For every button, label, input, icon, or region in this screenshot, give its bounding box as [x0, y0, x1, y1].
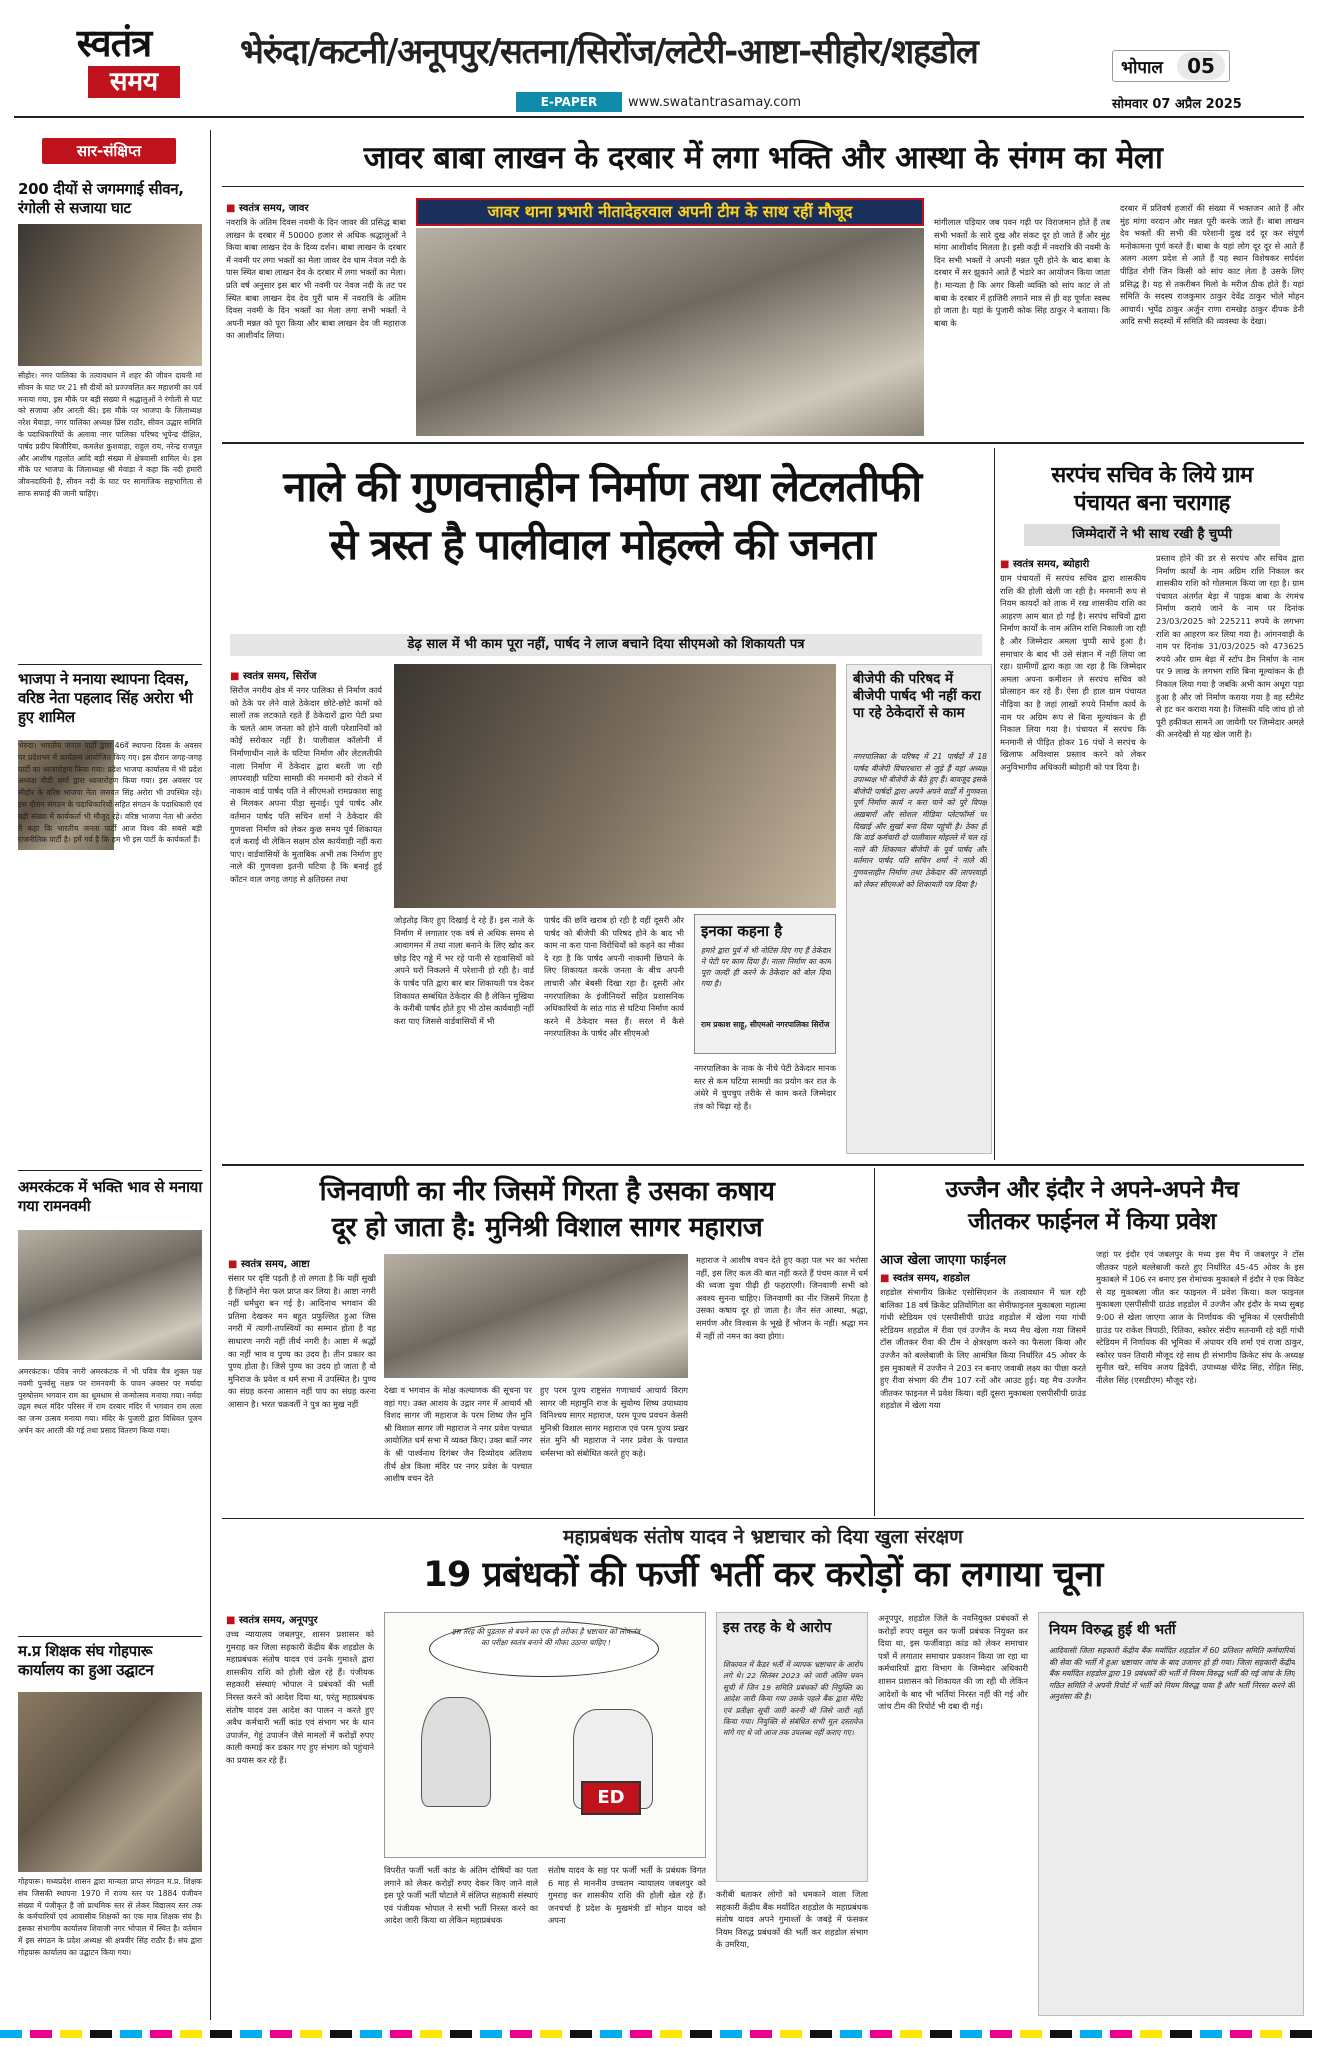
headline-line2: पंचायत बना चरागाह — [1074, 491, 1230, 516]
column-rule — [994, 448, 995, 1160]
cartoon-text: इस तरह की पुड़तारु से बचने का एक ही तरीका है भ्रष्टाचार को लोकतंत्र का परीक्षा स्वतंत्र बनाने की मौका उठाना चाहिए ! — [451, 1627, 641, 1647]
headline-line1: जिनवाणी का नीर जिसमें गिरता है उसका कषाय — [319, 1176, 775, 1207]
logo-line2: समय — [88, 66, 180, 98]
sidebar-story4-photo — [18, 1692, 202, 1872]
cartoon-ed-label: ED — [597, 1787, 625, 1808]
city-name: भोपाल — [1121, 58, 1163, 78]
story-jawar-fair — [222, 130, 1304, 438]
city-box — [1112, 50, 1230, 82]
story-column-4: करीबी बताकर लोगों को धमकाने वाला जिला सहकारी केंद्रीय बैंक मर्यादित शहडोल के महाप्रबंधक संतोष यादव अपने गुमाश्तों के जबड़े में फंसकर नियम विरुद्ध प्रबंधकों की भर्ती कर शहडोल संभाग के उमरिया, — [716, 1889, 868, 1950]
quote-box — [694, 914, 836, 1054]
quote-title: इनका कहना है — [701, 922, 783, 940]
section-rule — [222, 1164, 1304, 1166]
logo — [36, 22, 192, 102]
logo-line1: स्वतंत्र — [76, 20, 152, 65]
side-box-text: नगरपालिका के परिषद में 21 पार्षदों में 18 पार्षद बीजेपी विचारधारा से जुड़े हैं यहां अध्यक्ष उपाध्यक्ष भी बीजेपी के बैठे हुए हैं। बावजूद इसके बीजेपी पार्षदों द्वारा अपने अपने वार्डों में गुणवत्ता पूर्ण निर्माण कार्य न करा पाने को पूरे विपक्ष अख़बारों और सोशल मीडिया प्लेटफॉर्म्स पर दिखाई और सुर्खा बना दिया पहुंची है। ठेका ही कि वार्ड कर्मचारी दो पालीवाल मोहल्ले में चल रहे नाले की शिकायत बीजेपी के पूर्व पार्षद और वर्तमान पार्षद पति सचिन शर्मा ने नाले की गुणवत्ताहीन निर्माण तथा ठेकेदार की लापरवाही को लेकर सीएमओ को शिकायती पत्र दिया है। — [853, 752, 987, 889]
sidebar-story1-title: 200 दीयों से जगमगाई सीवन, रंगोली से सजाया घाट — [18, 180, 184, 217]
dateline: ■ स्वतंत्र समय, अनूपपुर — [226, 1612, 318, 1626]
dateline: ■ स्वतंत्र समय, शहडोल — [880, 1270, 970, 1284]
dateline: ■ स्वतंत्र समय, आष्टा — [228, 1256, 310, 1270]
story-column-2: जहां पर इंदौर एवं जबलपुर के मध्य इस मैच में जबलपुर ने टॉस जीतकर पहले बल्लेबाजी करते हुए निर्धारित 45-45 ओवर के इस मुकाबले में 106 रन बनाए इस रोमांचक मुकाबले में इंदौर ने एक विकेट से यह मुकाबला जीत कर फाइनल में प्रवेश किया। कल फाइनल मुकाबला एसपीसीपी ग्राउंड शहडोल में उज्जैन और इंदौर के मध्य सुबह 9:00 से खेला जाएगा आज के निर्णायक की भूमिका में एसपीसीपी ग्राउंड पर राकेश त्रिपाठी, रितिका, स्कोरर संदीप सतनामी रहे वहीं गांधी स्टेडियम में निर्णायक की भूमिका में अंपायर रवि शर्मा एवं राजा ठाकुर, स्कोरर पवन तिवारी मौजूद रहे साथ ही संभागीय क्रिकेट संघ के अध्यक्ष सुनील खरे, सचिव अजय द्विवेदी, उपाध्यक्ष धीरेंद्र सिंह, रोहित सिंह, नीलेश सिंह (एसडीएम) मौजूद रहे। — [1096, 1249, 1304, 1385]
story-panchayat — [1000, 448, 1304, 1160]
column-rule — [874, 1168, 875, 1516]
story-column-5: अनूपपुर, शहडोल जिले के नवनियुक्त प्रबंधकों से करोड़ों रुपए वसूल कर फर्जी प्रबंधक नियुक्त कर दिया था, इस फर्जीवाड़ा कांड को लेकर समाचार पत्रों में लगातार समाचार प्रकाशन किया जा रहा था कर्मचारियों द्वारा विभाग के जिम्मेदार अधिकारी शासन प्रशासन को शिकायत की जा रही थी लेकिन आदेशों के बाद भी भर्तियां निरस्त नहीं की गई और जांच टीम की रिपोर्ट भी दबा दी गई। — [878, 1613, 1028, 1712]
sidebar-divider — [18, 664, 202, 665]
side-box-2 — [1038, 1612, 1304, 2016]
sidebar-column-rule — [210, 130, 211, 2020]
sidebar-header: सार-संक्षिप्त — [42, 138, 176, 164]
story-column-3: पार्षद की छवि खराब हो रही है वहीं दूसरी और पार्षद को बीजेपी की परिषद होने के बाद भी काम ना करा पाना विरोधियों को कहने का मौका दे रहा है कि पार्षद अपनी नाकामी छिपाने के लिए शिकायत करके जनता के बीच अपनी लाचारी और बेबसी दिखा रहा है। दूसरी ओर नगरपालिका के इंजीनियरों सहित प्रशासनिक अधिकारियों के सांठ गांठ से घटिया निर्माण कार्य करने में ठेकेदार मस्त हैं। सरल में कैसे नगरपालिका के पार्षद और सीएमओ — [544, 915, 684, 1039]
side-box-2-title: नियम विरुद्ध हुई थी भर्ती — [1049, 1622, 1176, 1638]
story-paliwal-drain — [222, 448, 992, 1160]
photo-banner — [416, 198, 924, 226]
headline: जावर बाबा लाखन के दरबार में लगा भक्ति और आस्था के संगम का मेला — [363, 140, 1163, 176]
story-column-2: विपरीत फर्जी भर्ती कांड के अंतिम दोषियों का पता लगाने को लेकर करोड़ों रुपए देकर किए जाने वाले इस पूरे फर्जी भर्ती घोटाले में संलिप्त सहकारी संस्थाएं एवं पंजीयक भोपाल ने सभी भर्ती निरस्त करने का आदेश जारी किया था लेकिन महाप्रबंधक — [384, 1865, 538, 1926]
side-box — [716, 1612, 868, 1882]
section-rule — [222, 442, 1304, 444]
story-column-2: देखा व भगवान के मोक्ष कल्याणक की सूचना पर वहां गए। उक्त आशय के उद्गार नगर में आचार्य श्री विशद सागर जी महाराज के परम शिष्य जैन मुनि श्री विशाल सागर जी महाराज ने नगर प्रवेश पश्चात आयोजित धर्म सभा में व्यक्त किए। उक्त बातें नगर के श्री पार्श्वनाथ दिगंबर जैन दिव्योदय अतिशय तीर्थ क्षेत्र किला मंदिर पर नगर प्रवेश के पश्चात आशीष वचन देते — [384, 1385, 532, 1484]
story-column-4: नगरपालिका के नाक के नीचे पेटी ठेकेदार मानक स्तर से कम घटिया सामग्री का प्रयोग कर रात के अंधेरे में चुपचुप तरीके से काम करते जिम्मेदार तंत्र को चिढ़ा रहे हैं। — [694, 1063, 836, 1111]
side-box-text: शिकायत में कैडर भर्ती में व्यापक भ्रष्टाचार के आरोप लगे थे। 22 सितंबर 2023 को जारी अंतिम चयन सूची में जिन 19 समिति प्रबंधकों की नियुक्ति का आदेश जारी किया गया उसके पहले बैंक द्वारा मेरिट एवं प्रतीक्षा सूची जारी करनी थी जिसे जारी नहीं किया गया। नियुक्ति से संबंधित सभी मूल दस्तावेज मांगे गए थे जो आज तक उपलब्ध नहीं कराए गए। — [723, 1660, 863, 1738]
subhead: डेढ़ साल में भी काम पूरा नहीं, पार्षद ने लाज बचाने दिया सीएमओ को शिकायती पत्र — [407, 637, 805, 652]
story-cricket — [880, 1168, 1304, 1516]
story-column-3: दरबार में प्रतिवर्ष हजारों की संख्या में भक्तजन आते हैं और मुंह मांगा वरदान और मन्नत पूरी करके जाते हैं। बाबा लाखन देव भक्तों की सभी की परेशानी दुख दर्द दूर कर संपूर्ण मनोकामना पूर्ण करते हैं। बाबा के यहां लोग दूर दूर से आते हैं अलग अलग प्रदेश से आते हैं यह स्थान विशेषकर सर्पदंश पीड़ित रोगी जिन किसी को सांप काट लेता है उसके लिए प्रसिद्ध है। यह से तकरीबन मिलो के मरीज ठीक होते हैं। यहां समिति के सदस्य राजकुमार ठाकुर देवेंद्र ठाकुर भोले मोहन आचार्य। भूपेंद्र ठाकुर अर्जुन राणा रामखेड़ ठाकुर दीपक डेनी आदि सभी सदस्यों में समिति की व्यवस्था के देखा। — [1120, 203, 1304, 327]
story-column-1: शहडोल संभागीय क्रिकेट एसोसिएशन के तत्वावधान में चल रही बालिका 18 वर्ष क्रिकेट प्रतियोगिता का सेमीफाइनल मुकाबला महात्मा गांधी स्टेडियम एवं एसपीसीपी ग्राउंड शहडोल में खेला गया गांधी स्टेडियम शहडोल में रीवा एवं उज्जैन के मध्य मैच खेला गया जिसमें टॉस जीतकर रीवा की टीम ने क्षेत्ररक्षण करने का फैसला किया और उज्जैन को बल्लेबाजी के लिए आमंत्रित किया निर्धारित 45 ओवर के इस मुकाबले में उज्जैन ने 203 रन बनाए जवाबी लक्ष्य का पीछा करते हुए रीवा संभाग की टीम 107 रनों और आउट हुई। यह मैच उज्जैन जीतकर फाइनल में प्रवेश किया। वहीं दूसरा मुकाबला एसपीसीपी ग्राउंड शहडोल में खेला गया — [880, 1287, 1086, 1411]
edition-list: भेरुंदा/कटनी/अनूपपुर/सतना/सिरोंज/लटेरी-आष्टा-सीहोर/शहडोल — [240, 32, 978, 72]
side-box-2-text: आदिवासी जिला सहकारी केंद्रीय बैंक मर्यादित शहडोल में 60 प्रतिशत समिति कर्मचारियों की सेवा की भर्ती में हुआ भ्रष्टाचार जांच के बाद उजागर हो ही गया। जिला सहकारी केंद्रीय बैंक मर्यादित शहडोल द्वारा 19 प्रबंधकों की भर्ती में नियम विरुद्ध भर्ती की गई जांच के लिए गठित समिति ने अपनी रिपोर्ट में भर्ती को नियम विरुद्ध पाया है और भर्ती निरस्त करने की अनुशंसा की है। — [1049, 1646, 1295, 1702]
sidebar-divider — [18, 1170, 202, 1171]
sidebar-story3-text: अमरकंटक। पवित्र नगरी अमरकंटक में भी पवित्र चैत्र शुक्ल पक्ष नवमी पुनर्वसु नक्षत्र पर रामनवमी के पावन अवसर पर मर्यादा पुरुषोत्तम भगवान राम का धूमधाम से जन्मोत्सव मनाया गया। नर्मदा उद्गम स्थल मंदिर परिसर में राम दरबार मंदिर में भगवान राम लला का जन्म उत्सव मनाया गया। मंदिर के पुजारी द्वारा विधिवत पूजन अर्चन कर आरती की गई तथा प्रसाद वितरण किया गया। — [18, 1367, 202, 1435]
subhead: जिम्मेदारों ने भी साध रखी है चुप्पी — [1072, 527, 1232, 542]
sidebar-story1-text: सीहोर। नगर पालिका के तत्वावधान में शहर की जीवन दायनी मां सीवन के घाट पर 21 सौ दीयों को प्रज्ज्वलित कर महाशमी का पर्व मनाया गया, इस मौके पर बड़ी संख्या में श्रद्धालुओं ने रंगोली से घाट को सजाया और आरती की। इस मौके पर भाजपा के जिलाध्यक्ष नरेश मेवाड़ा, नगर पालिका अध्यक्ष प्रिंस राठौर, सीवन उद्धार समिति के पदाधिकारियों के अलावा नगर पालिका परिषद भूपेन्द्र दीक्षित, पार्षद प्रदीप बिजौरिया, कमलेश कुशवाहा, राहुल राय, नरेन्द्र राजपूत और आशीष गहलोत आदि बड़ी संख्या में क्षेत्रवासी शामिल थे। इस मौके पर भाजपा के जिलाध्यक्ष श्री मेवाड़ा ने कहा कि नदी हमारी जीवनदायिनी है, सीवन नदी के घाट पर सामाजिक सहभागिता से साफ सफाई की जानी चाहिए। — [18, 371, 202, 498]
page-number: 05 — [1177, 52, 1225, 80]
story-column-1: सिरोंज नगरीय क्षेत्र में नगर पालिका से निर्माण कार्य को ठेके पर लेने वाले ठेकेदार छोटे-छोटे कामों को सालों तक लटकाते रहते हैं ठेकेदारों द्वारा पेटी प्रथा के चलते आम जनता को होने वाली परेशानियों को कोई सरोकार नहीं है। पालीवाल कॉलोनी में निर्माणाधीन नाले के घटिया निर्माण और लेटलतीफी नाला निर्माण में ठेकेदार द्वारा बरती जा रही लापरवाही घटिया सामग्री की मनमानी को रोकने में नाकाम वार्ड पार्षद पति ने सीएमओ रामप्रकाश साहू से मिलकर अपना पीड़ा सुनाई। पूर्व पार्षद और वर्तमान पार्षद पति सचिन शर्मा ने ठेकेदार की गुणवत्ता निर्माण को लेकर कुछ समय पूर्व शिकायत दर्ज कराई थी लेकिन सक्षम ठोस कार्यवाही नहीं करा पाए। वार्डवासियों के मुताबिक अभी तक निर्माण हुए नाले की गुणवत्ता इतनी घटिया है कि बनाई हुई कॉटन वाल जगह जगह से क्षतिग्रस्त तथा — [230, 685, 382, 884]
kicker: आज खेला जाएगा फाईनल — [880, 1253, 1007, 1268]
story-column-2: प्रस्ताव होने की डर से सरपंच और सचिव द्वारा निर्माण कार्यों के नाम अग्रिम राशि निकाल कर शासकीय राशि को गोलमाल किया जा रहा है। ग्राम पंचायत अंतर्गत बेड़ा में पाइक बाबा के रंगमंच निर्माण कराये जाने के नाम पर दिनांक 23/03/2025 को 225211 रुपये के लगभग राशि का आहरण कर लिया गया है। आंगनवाड़ी के नाम पर दिनांक 31/03/2025 को 473625 रुपये और ग्राम बेड़ा में स्टॉप डैम निर्माण के नाम पर 9 लाख के लगभग राशि बिना मूल्यांकन के ही निकाल लिया गया है जबकि अभी काम अधूरा पड़ा हुआ है और जो निर्माण कराया गया है वह स्टीमेट से हट कर कराया गया है। जिसकी यदि जांच हो तो पूरी हकीकत सामने आ जायेगी पर जिम्मेदार अमले की अनदेखी से यह खेल जारी है। — [1156, 553, 1304, 740]
section-rule — [222, 1518, 1304, 1519]
sidebar-story3-photo — [18, 1230, 202, 1360]
cartoon-ed-sign — [581, 1781, 641, 1815]
side-box — [846, 664, 992, 1154]
dateline: ■ स्वतंत्र समय, ब्योहारी — [1000, 556, 1089, 570]
story-munishri — [222, 1168, 872, 1516]
side-box-title: बीजेपी की परिषद में बीजेपी पार्षद भी नहीं करा पा रहे ठेकेदारों से काम — [853, 671, 981, 721]
sidebar-story1-photo — [18, 224, 202, 366]
cartoon-figure — [421, 1697, 491, 1807]
quote-text: हमारे द्वारा पूर्व में भी नोटिस दिए गए हैं ठेकेदार ने पेटी पर काम दिया है। नाला निर्माण का काम पूरा जल्दी ही करने के ठेकेदार को बोल दिया गया है। — [701, 946, 831, 988]
website-link[interactable]: www.swatantrasamay.com — [628, 95, 802, 110]
sidebar-story4-title: म.प्र शिक्षक संघ गोहपारू कार्यालय का हुआ उद्घाटन — [18, 1642, 154, 1679]
sidebar-divider — [18, 1636, 202, 1637]
story-column-3: हुए परम पूज्य राष्ट्रसंत गणाचार्य आचार्य विराग सागर जी महामुनि राज के सुयोग्य शिष्य उपाध्याय विनिश्चय सागर महाराज, परम पूज्य प्रवचन केसरी मुनिश्री विशाल सागर महाराज एवं परम पूज्य प्रखर संत मुनि श्री महाराज ने नगर प्रवेश के पश्चात धर्मसभा को संबोधित करते हुए कहे। — [540, 1385, 688, 1458]
sidebar-story4-text: गोहपारू। मध्यप्रदेश शासन द्वारा मान्यता प्राप्त संगठन म.प्र. शिक्षक संघ जिसकी स्थापना 1970 में राज्य स्तर पर 1884 पंजीयन संख्या में पंजीकृत है जो प्राथमिक स्तर से लेकर विद्यालय स्तर तक के कर्मचारियों एवं आवासीय शिक्षकों का एक मात्र शिक्षक संघ है। इसका संभागीय कार्यालय शिवाजी नगर भोपाल में स्थित है। वर्तमान में इस संगठन के प्रदेश अध्यक्ष श्री क्षत्रवीर सिंह राठौर हैं। संघ द्वारा गोहपारू कार्यालय का उद्घाटन किया गया। — [18, 1877, 202, 1957]
side-box-title: इस तरह के थे आरोप — [723, 1620, 832, 1636]
headline-line1: नाले की गुणवत्ताहीन निर्माण तथा लेटलतीफी — [283, 462, 921, 511]
subhead-bar — [1024, 524, 1280, 546]
story-column-3: संतोष यादव के सह पर फर्जी भर्ती के प्रबंधक विगत 6 माह से माननीय उच्चतम न्यायालय जबलपुर को गुमराह कर शासकीय राशि की होली खेल रहे हैं। जनचर्चा है प्रदेश के मुखमंत्री डॉ मोहन यादव को अपना — [548, 1865, 706, 1926]
headline: 19 प्रबंधकों की फर्जी भर्ती कर करोड़ों का लगाया चूना — [423, 1555, 1103, 1595]
sidebar-story2-text: भेरुंदा। भारतीय जनता पार्टी द्वारा 46वें स्थापना दिवस के अवसर पर प्रदेशभर में कार्यक्रम आयोजित किए गए। इस दौरान जगह-जगह पार्टी का ध्वजारोहण किया गया। प्रदेश भाजपा कार्यालय में भी प्रदेश अध्यक्ष वीडी शर्मा द्वारा ध्वजारोहण किया गया। इस अवसर पर सीहोर के वरिष्ठ भाजपा नेता जसवंत सिंह अरोरा भी उपस्थित रहे। इस दौरान संगठन के पदाधिकारियों सहित संगठन के पदाधिकारी एवं बड़ी संख्या में कार्यकर्ता भी मौजूद रहे। वरिष्ठ भाजपा नेता श्री अरोरा ने कहा कि भारतीय जनता पार्टी आज विश्व की सबसे बड़ी राजनीतिक पार्टी है। हमें गर्व है कि हम भी इस पार्टी के कार्यकर्ता हैं। — [18, 741, 202, 845]
photo-banner-text: जावर थाना प्रभारी नीतादेहरवाल अपनी टीम के साथ रहीं मौजूद — [487, 202, 853, 221]
story-column-1: संसार पर दृष्टि पड़ती है तो लगता है कि यहीं सुखी है जिन्होंने मेरा फल प्राप्त कर लिया है। आष्टा नगरी नहीं धर्मधुरा बन गई है। आदिनाथ भगवान की प्रतिमा देखकर मन बहुत प्रफुल्लित हुआ जिस नगरी में त्यागी-तपस्वियों का सम्मान होता है वह साधारण नगरी नहीं तीर्थ नगरी है। आष्टा में श्रद्धों का नहीं भाव व पुण्य का उदय है। तीन प्रकार का पुण्य होता है। जिसे पुण्य का उदय हो जाता है वो मुनिराज के प्रवेश व धर्म सभा में उपस्थित है। पुण्य का संग्रह करना आसान नहीं पाप का संग्रह करना आसान है। भरत चक्रवर्ती ने पुत्र का मुख नहीं — [228, 1273, 376, 1409]
headline-line2: से त्रस्त है पालीवाल मोहल्ले की जनता — [329, 520, 875, 569]
story-bank-recruitment — [222, 1520, 1304, 2020]
headline-line1: सरपंच सचिव के लिये ग्राम — [1051, 463, 1253, 488]
story-column-4: महाराज ने आशीष वचन देते हुए कहा पल भर का भरोसा नहीं, इस लिए कल की बात नहीं करते हैं पंचम काल में धर्म की ध्वजा युवा पीढ़ी ही फहराएगी। जिनवाणी सभी को अवश्य सुनना चाहिए। जिनवाणी का नीर जिसमें गिरता है उसका कषाय दूर हो जाता है। जैन संत आस्था, श्रद्धा, समर्पण और विश्वास के भूखे हैं भोजन के नहीं। श्रद्धा मन में नहीं तो नमन का क्या होगा। — [696, 1255, 868, 1341]
strap: महाप्रबंधक संतोष यादव ने भ्रष्टाचार को दिया खुला संरक्षण — [563, 1526, 963, 1548]
masthead-rule — [14, 116, 1304, 118]
headline-line2: दूर हो जाता है: मुनिश्री विशाल सागर महाराज — [331, 1212, 763, 1243]
epaper-bar — [516, 92, 622, 112]
dateline: ■ स्वतंत्र समय, जावर — [226, 200, 309, 214]
story-column-2: जोड़तोड़ किए हुए दिखाई दे रहे हैं। इस नाले के निर्माण में लगातार एक वर्ष से अधिक समय से आवागमन में तथा नाला बनाने के लिए खोद कर छोड़ दिए गड्ढे में भर रहे पानी से रहवासियों को अपने घरों निकलने में परेशानी हो रही है। वार्ड के पार्षद पति द्वारा बार बार शिकायती पत्र देकर शिकायत सम्बंधित ठेकेदार की है लेकिन मुखिया के करीबी पार्षद होते हुए भी ठोस कार्यवाही नहीं करा पाए जिससे वार्डवासियों में भी — [394, 915, 534, 1026]
story-column-2: मांगीलाल पड़ियार जब पवन गढ़ी पर विराजमान होते हैं तब सभी भक्तों के सारे दुख और संकट दूर हो जाते हैं और मुंह मांगा आशीर्वाद मिलता है। इसी कड़ी में नवरात्रि की नवमी के दिन सभी भक्तों ने अपनी मन्नत पूरी होने के बाद बाबा के दरबार में सर झुकाने आते हैं भंडारे का आयोजन किया जाता है। मान्यता है कि अगर किसी व्यक्ति को सांप काट ले तो बाबा के दरबार में हाजिरी लगाने मात्र से ही वह पूर्णतः स्वस्थ हो जाता है। यहां के पुजारी कोक सिंह ठाकुर ने बताया। कि बाबा के — [934, 217, 1110, 328]
registration-bar — [0, 2030, 1318, 2038]
dateline: ■ स्वतंत्र समय, सिरोंज — [230, 668, 316, 682]
issue-date: सोमवार 07 अप्रैल 2025 — [1112, 97, 1242, 112]
sidebar-story2-title: भाजपा ने मनाया स्थापना दिवस, वरिष्ठ नेता पहलाद सिंह अरोरा भी हुए शामिल — [18, 670, 193, 726]
story-column-1: उच्च न्यायालय जबलपुर, शासन प्रशासन को गुमराह कर जिला सहकारी केंद्रीय बैंक शहडोल के महाप्रबंधक संतोष यादव एवं उनके गुमाश्ते द्वारा शासकीय राशि को होली खेल रहे हैं। पंजीयक सहकारी संस्थाएं भोपाल ने प्रबंधकों की भर्ती निरस्त करने को आदेश दिया था, परंतु महाप्रबंधक संतोष यादव उस आदेश का पालन न करते हुए अवैध कर्मचारी भर्ती कांड एवं संभाग भर के धान उपार्जन, गेहूं उपार्जन जैसे मामलों में करोड़ों रुपए काली कमाई कर डकार गए हुए संभाग को पहुंचाने का प्रयास कर रहे हैं। — [226, 1629, 374, 1765]
headline-line2: जीतकर फाईनल में किया प्रवेश — [968, 1209, 1216, 1235]
story-photo — [416, 228, 924, 436]
story-photo — [394, 664, 836, 908]
story-photo — [384, 1254, 688, 1378]
headline-line1: उज्जैन और इंदौर ने अपने-अपने मैच — [945, 1177, 1239, 1203]
quote-byline: राम प्रकाश साहू, सीएमओ नगरपालिका सिरोंज — [701, 1020, 830, 1029]
story-column-1: नवरात्रि के अंतिम दिवस नवमी के दिन जावर की प्रसिद्ध बाबा लाखन के दरबार में 50000 हजार से अधिक श्रद्धालुओं ने किया बाबा लाखन देव के दिव्य दर्शन। बाबा लाखन के दरबार में नवमी पर लगा भक्तों का मेला जावर देव धाम नेवज नदी के पास स्थित बाबा लाखन देव के दरबार में लगा भक्तों का मेला। प्रति वर्ष अनुसार इस बार भी नवमी पर नेवज नदी के तट पर स्थित बाबा लाखन देव देव पुरी धाम में नवरात्रि के अंतिम दिवस नवमी के दिन भक्तों का मेला लगा सभी भक्तों ने अपनी मन्नत को पूरा किया और बाबा लाखन देव जी महाराज का आशीर्वाद लिया। — [226, 217, 406, 341]
epaper-label: E-PAPER — [540, 95, 598, 109]
sidebar — [14, 130, 204, 2020]
story-column-1: ग्राम पंचायतों में सरपंच सचिव द्वारा शासकीय राशि की होली खेली जा रही है। मनमानी रूप से नियम कायदों को ताक में रख शासकीय राशि का आहरण आम बात हो गई है। सरपंच सचिवों द्वारा निर्माण कार्यों के नाम अंतिम राशि निकाली जा रही है और जिम्मेदार अमला चुप्पी साधे हुआ है। समाचार के बाद भी उसे संज्ञान में नहीं लिया जा रहा। ग्रामीणों द्वारा कहा जा रहा है कि जिम्मेदार अमला अपना कमीशन ले सरपंच सचिव को प्रोत्साहन कर रहे हैं। ऐसा ही हाल ग्राम पंचायत नौढ़िया का है जहां लाखों रुपये निर्माण कार्य के नाम पर अग्रिम रूप से बिना मूल्यांकन के ही निकाल लिया गया है। पंचायत में सरपंच कि मनमानी से पीड़ित होकर 16 पंचों ने सरपंच के खिलाफ अविश्वास प्रस्ताव करने को लेकर अनुविभागीय अधिकारी ब्योहारी को पत्र दिया है। — [1000, 573, 1146, 772]
subhead-bar — [230, 634, 982, 656]
sidebar-story3-title: अमरकंटक में भक्ति भाव से मनाया गया रामनवमी — [18, 1178, 202, 1215]
cartoon — [384, 1612, 706, 1858]
headline-rule — [222, 186, 1304, 187]
masthead — [0, 0, 1318, 118]
